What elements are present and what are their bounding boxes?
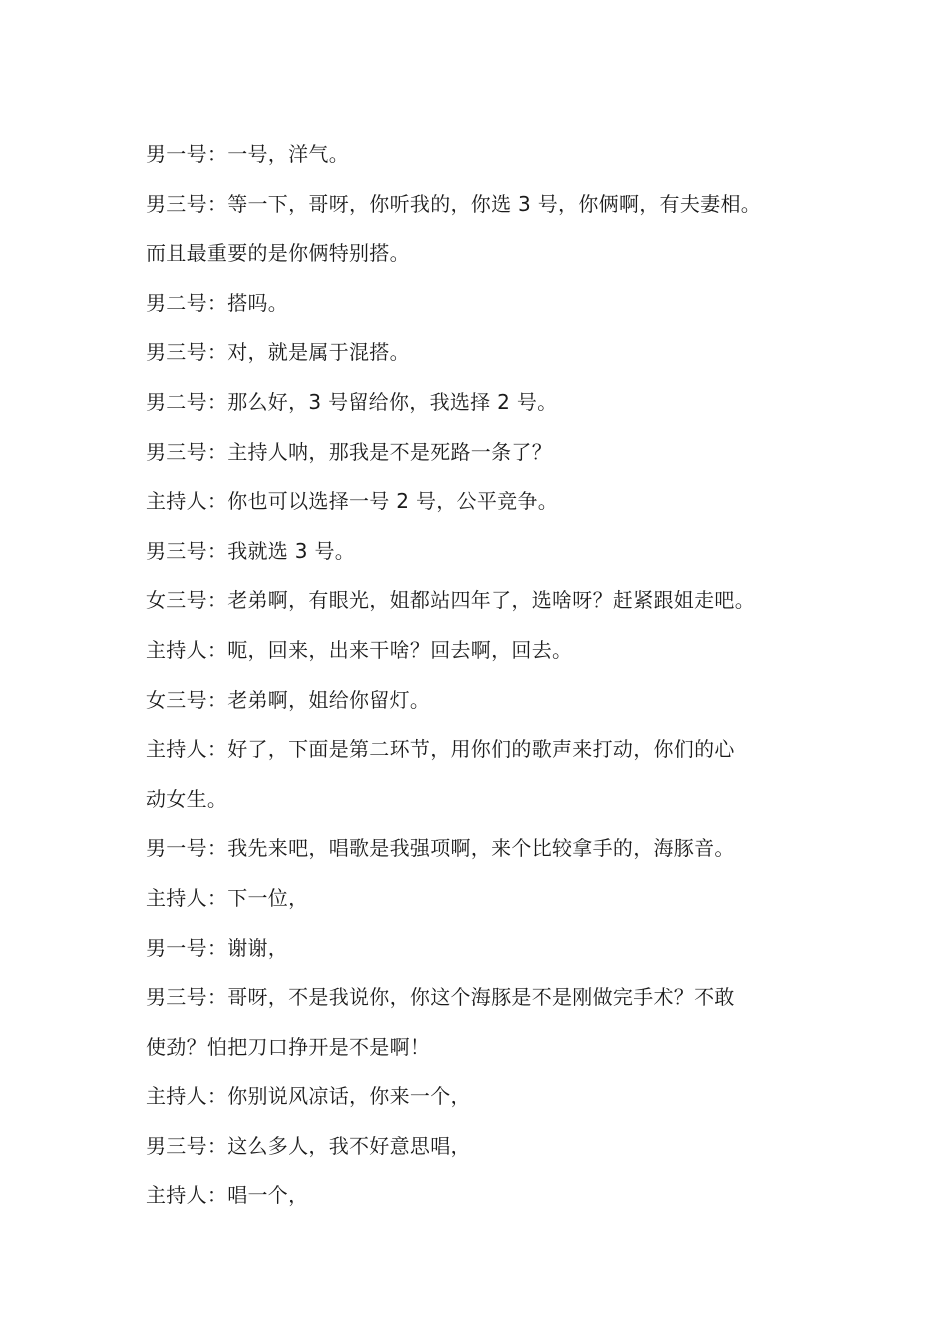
dialogue-line: 男三号：主持人呐，那我是不是死路一条了？ bbox=[146, 439, 552, 464]
dialogue-line: 主持人：呃，回来，出来干啥？回去啊，回去。 bbox=[146, 637, 573, 662]
dialogue-line: 使劲？怕把刀口挣开是不是啊！ bbox=[146, 1034, 431, 1059]
dialogue-line: 而且最重要的是你俩特别搭。 bbox=[146, 241, 410, 266]
dialogue-line: 男三号：等一下，哥呀，你听我的，你选 3 号，你俩啊，有夫妻相。 bbox=[146, 191, 762, 216]
dialogue-line: 男三号：这么多人，我不好意思唱， bbox=[146, 1133, 471, 1158]
dialogue-line: 主持人：下一位， bbox=[146, 885, 309, 910]
dialogue-line: 动女生。 bbox=[146, 786, 228, 811]
dialogue-line: 主持人：你别说风凉话，你来一个， bbox=[146, 1084, 471, 1109]
dialogue-line: 女三号：老弟啊，有眼光，姐都站四年了，选啥呀？赶紧跟姐走吧。 bbox=[146, 588, 755, 613]
dialogue-line: 男三号：我就选 3 号。 bbox=[146, 538, 356, 563]
dialogue-line: 主持人：好了，下面是第二环节，用你们的歌声来打动，你们的心 bbox=[146, 737, 735, 762]
dialogue-line: 男三号：对，就是属于混搭。 bbox=[146, 340, 410, 365]
dialogue-line: 女三号：老弟啊，姐给你留灯。 bbox=[146, 687, 431, 712]
dialogue-line: 男一号：我先来吧，唱歌是我强项啊，来个比较拿手的，海豚音。 bbox=[146, 836, 735, 861]
dialogue-line: 男一号：谢谢， bbox=[146, 935, 289, 960]
dialogue-body bbox=[146, 130, 836, 1221]
dialogue-line: 男一号：一号，洋气。 bbox=[146, 142, 349, 166]
dialogue-line: 主持人：你也可以选择一号 2 号，公平竞争。 bbox=[146, 489, 559, 514]
dialogue-line: 男二号：搭吗。 bbox=[146, 290, 289, 315]
dialogue-line: 男二号：那么好，3 号留给你，我选择 2 号。 bbox=[146, 389, 558, 414]
dialogue-line: 主持人：唱一个， bbox=[146, 1183, 309, 1208]
dialogue-line: 男三号：哥呀，不是我说你，你这个海豚是不是刚做完手术？不敢 bbox=[146, 985, 735, 1010]
